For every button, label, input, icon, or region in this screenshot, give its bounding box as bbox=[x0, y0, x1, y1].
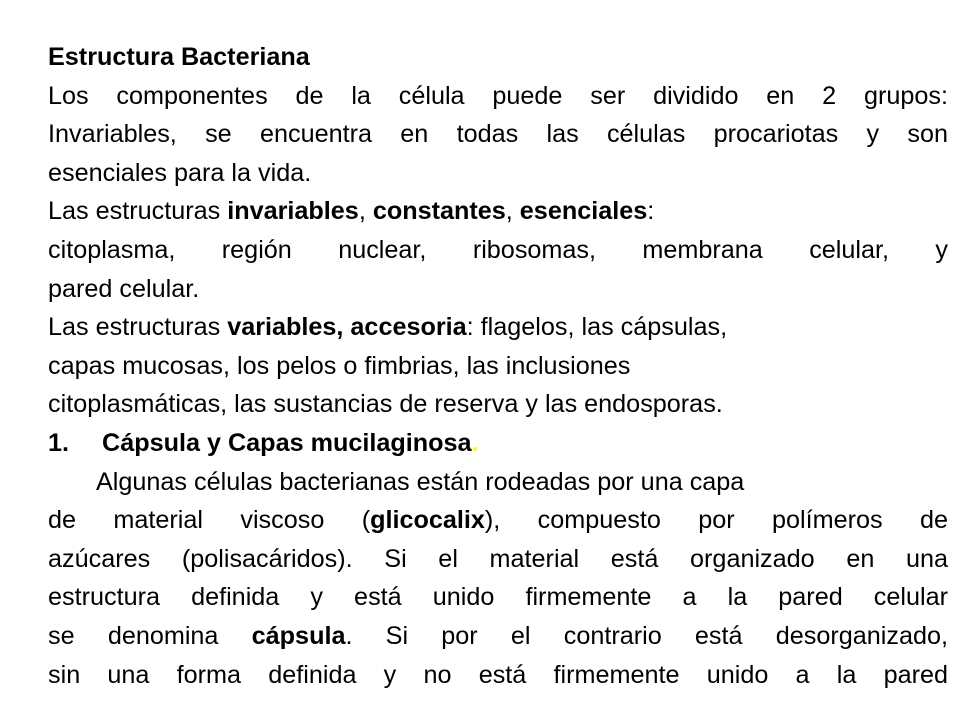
section-1-heading bbox=[48, 424, 948, 463]
keyword-glicocalix: glicocalix bbox=[370, 506, 485, 535]
paragraph-line-4: estructura definida y está unido firmemente a la pared celular bbox=[48, 583, 948, 612]
paragraph-line-2: de material viscoso (glicocalix), compuesto por polímeros de bbox=[48, 506, 949, 535]
section-title: Cápsula y Capas mucilaginosa bbox=[102, 428, 472, 457]
intro-line-1: Los componentes de la célula puede ser dividido en 2 grupos: bbox=[48, 81, 948, 110]
section-number: 1. bbox=[48, 428, 70, 457]
invariables-heading-line: Las estructuras invariables, constantes, esenciales: bbox=[48, 197, 655, 226]
invariables-line-1: citoplasma, región nuclear, ribosomas, membrana celular, y bbox=[48, 235, 948, 264]
keyword-esenciales: esenciales bbox=[519, 197, 648, 226]
keyword-capsula: cápsula bbox=[251, 621, 346, 650]
keyword-constantes: constantes bbox=[372, 197, 506, 226]
slide-title: Estructura Bacteriana bbox=[48, 43, 310, 71]
keyword-variables: variables, accesoria bbox=[227, 313, 467, 342]
slide-content bbox=[48, 38, 948, 694]
paragraph-line-6: sin una forma definida y no está firmemente unido a la pared bbox=[48, 660, 948, 689]
paragraph-line-1: Algunas células bacterianas están rodeadas por una capa bbox=[96, 467, 745, 496]
section-title-period: . bbox=[471, 428, 479, 457]
variables-heading-line: Las estructuras variables, accesoria: flagelos, las cápsulas, bbox=[48, 313, 728, 342]
variables-line-2: citoplasmáticas, las sustancias de reserva y las endosporas. bbox=[48, 390, 723, 419]
paragraph-line-3: azúcares (polisacáridos). Si el material está organizado en una bbox=[48, 544, 948, 573]
intro-line-3: esenciales para la vida. bbox=[48, 158, 312, 187]
keyword-invariables: invariables bbox=[227, 197, 359, 226]
variables-line-1: capas mucosas, los pelos o fimbrias, las inclusiones bbox=[48, 351, 631, 380]
intro-line-2: Invariables, se encuentra en todas las células procariotas y son bbox=[48, 120, 948, 149]
invariables-line-2: pared celular. bbox=[48, 274, 200, 303]
paragraph-line-5: se denomina cápsula. Si por el contrario está desorganizado, bbox=[48, 621, 948, 650]
